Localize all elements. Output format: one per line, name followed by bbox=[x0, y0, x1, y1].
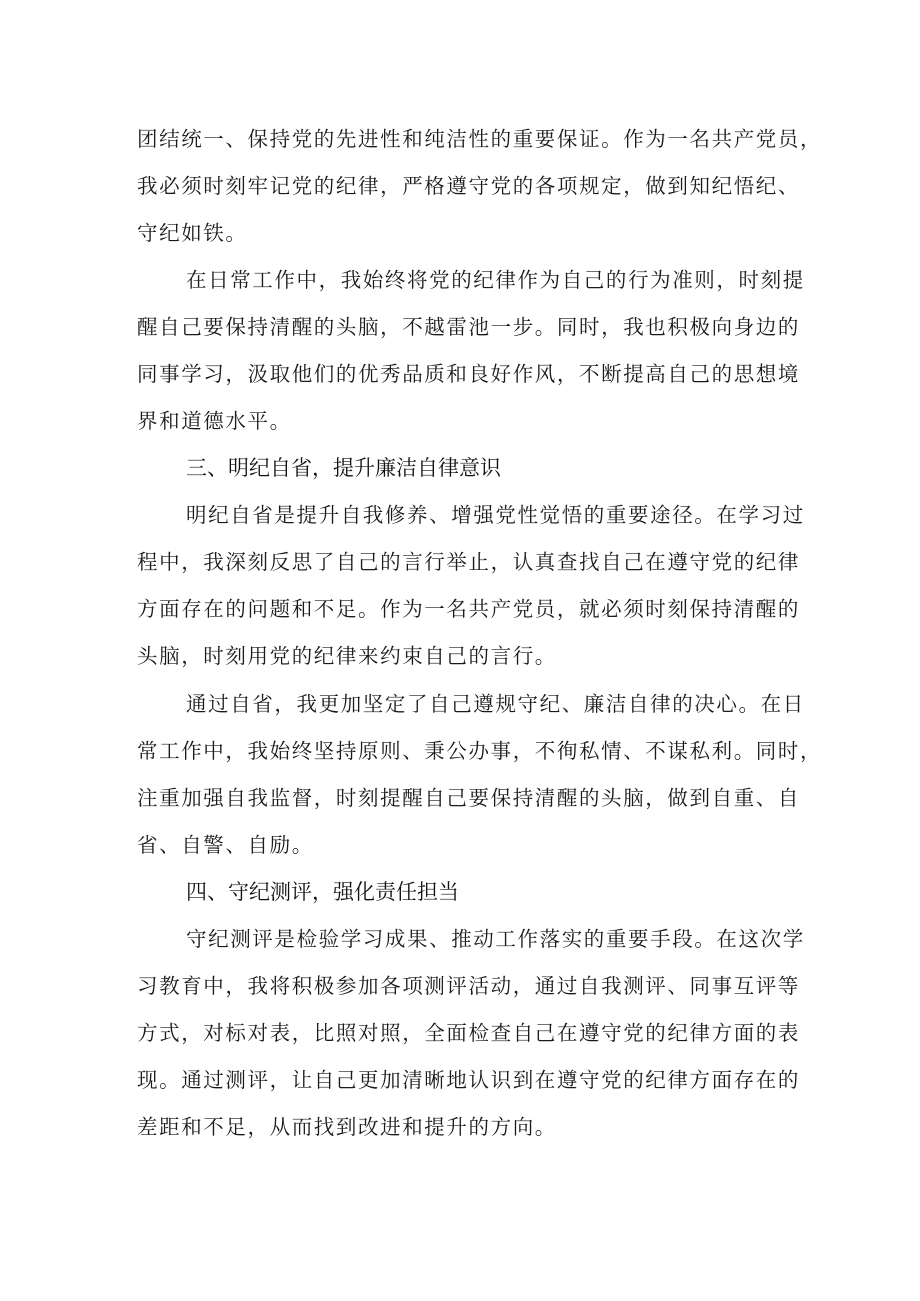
paragraph-line: 在日常工作中，我始终将党的纪律作为自己的行为准则，时刻提 bbox=[186, 268, 805, 292]
section-heading: 四、守纪测评，强化责任担当 bbox=[186, 880, 459, 904]
paragraph-line: 习教育中，我将积极参加各项测评活动，通过自我测评、同事互评等 bbox=[137, 974, 800, 998]
paragraph-line: 守纪测评是检验学习成果、推动工作落实的重要手段。在这次学 bbox=[186, 927, 805, 951]
paragraph-line: 通过自省，我更加坚定了自己遵规守纪、廉洁自律的决心。在日 bbox=[186, 692, 805, 716]
paragraph-line: 方式，对标对表，比照对照，全面检查自己在遵守党的纪律方面的表 bbox=[137, 1021, 800, 1045]
paragraph-line: 同事学习，汲取他们的优秀品质和良好作风，不断提高自己的思想境 bbox=[137, 362, 800, 386]
paragraph-line: 省、自警、自励。 bbox=[137, 833, 314, 857]
paragraph-line: 程中，我深刻反思了自己的言行举止，认真查找自己在遵守党的纪律 bbox=[137, 550, 800, 574]
section-heading: 三、明纪自省，提升廉洁自律意识 bbox=[186, 456, 501, 480]
paragraph-line: 方面存在的问题和不足。作为一名共产党员，就必须时刻保持清醒的 bbox=[137, 597, 800, 621]
paragraph-line: 差距和不足，从而找到改进和提升的方向。 bbox=[137, 1115, 557, 1139]
paragraph-line: 醒自己要保持清醒的头脑，不越雷池一步。同时，我也积极向身边的 bbox=[137, 315, 800, 339]
paragraph-line: 团结统一、保持党的先进性和纯洁性的重要保证。作为一名共产党员， bbox=[137, 127, 823, 151]
paragraph-line: 现。通过测评，让自己更加清晰地认识到在遵守党的纪律方面存在的 bbox=[137, 1068, 800, 1092]
paragraph-line: 界和道德水平。 bbox=[137, 409, 292, 433]
paragraph-line: 注重加强自我监督，时刻提醒自己要保持清醒的头脑，做到自重、自 bbox=[137, 786, 800, 810]
paragraph-line: 头脑，时刻用党的纪律来约束自己的言行。 bbox=[137, 644, 557, 668]
paragraph-line: 守纪如铁。 bbox=[137, 221, 248, 245]
paragraph-line: 常工作中，我始终坚持原则、秉公办事，不徇私情、不谋私利。同时， bbox=[137, 739, 823, 763]
paragraph-line: 我必须时刻牢记党的纪律，严格遵守党的各项规定，做到知纪悟纪、 bbox=[137, 174, 800, 198]
paragraph-line: 明纪自省是提升自我修养、增强党性觉悟的重要途径。在学习过 bbox=[186, 503, 805, 527]
